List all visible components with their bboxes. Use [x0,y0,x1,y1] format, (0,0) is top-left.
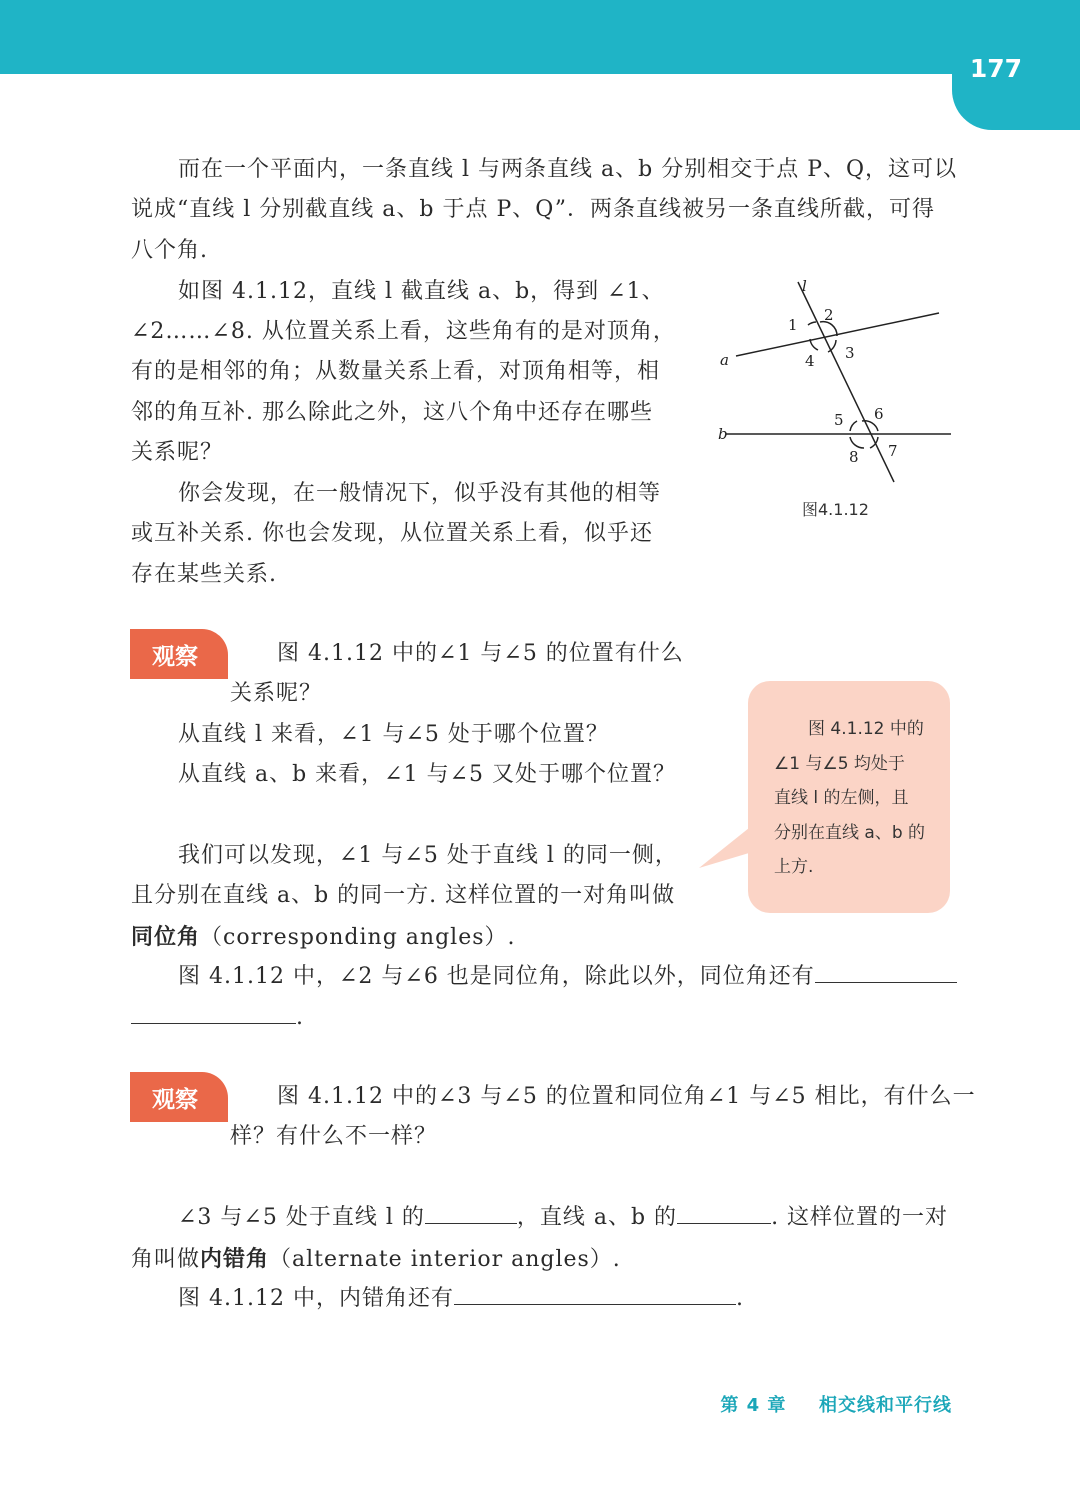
hint-line-4: 分别在直线 a、b 的 [774,822,926,843]
hint-line-5: 上方. [774,857,814,877]
term-corresponding-angles-en: （corresponding angles）. [200,925,516,950]
intro-line-1: 而在一个平面内，一条直线 l 与两条直线 a、b 分别相交于点 P、Q，这可以 [178,157,958,182]
answer-blank-side[interactable] [425,1205,517,1224]
label-a: a [720,351,729,369]
intro-line-2: 说成“直线 l 分别截直线 a、b 于点 P、Q”．两条直线被另一条直线所截，可得 [131,197,935,222]
observe1-question-line-2: 关系呢？ [230,681,323,706]
chapter-footer [720,1391,952,1417]
para2-line-2: ∠2……∠8. 从位置关系上看，这些角有的是对顶角， [131,319,676,344]
observe2-line3-text: 图 4.1.12 中，内错角还有 [178,1286,454,1311]
observe1-question-3: 从直线 a、b 来看，∠1 与∠5 又处于哪个位置？ [178,762,677,787]
line-l [798,282,894,482]
observe2-question-line-2: 样？有什么不一样？ [230,1124,438,1149]
figure-transversal-diagram [712,276,957,486]
conclusion1-fill-line-2 [131,998,304,1039]
label-angle-7: 7 [888,442,898,460]
label-angle-2: 2 [824,306,834,324]
arc-1 [808,322,816,325]
observe2-fill-c: . 这样位置的一对 [771,1205,949,1230]
term-corresponding-angles: 同位角 [131,924,201,950]
observe2-fill-b: ，直线 a、b 的 [516,1205,678,1230]
term-alternate-interior-angles-en: （alternate interior angles）. [269,1247,621,1272]
footer-title: 相交线和平行线 [819,1395,952,1416]
label-l: l [802,277,807,295]
observe2-line3-end: . [735,1286,744,1311]
answer-blank-corresponding-1[interactable] [815,964,957,983]
label-b: b [718,425,728,443]
answer-blank-alternate[interactable] [454,1286,736,1305]
para3-line-3: 存在某些关系. [131,562,277,587]
label-angle-4: 4 [805,352,815,370]
observe2-line-2 [131,1239,621,1281]
figure-caption: 图4.1.12 [802,500,869,519]
para2-line-4: 邻的角互补. 那么除此之外，这八个角中还存在哪些 [131,400,653,425]
observe1-question-line-1: 图 4.1.12 中的∠1 与∠5 的位置有什么 [277,641,684,666]
label-angle-1: 1 [788,316,798,334]
conclusion1-line-3 [131,917,516,959]
hint-line-1: 图 4.1.12 中的 [808,719,924,739]
intro-line-3: 八个角. [131,238,208,263]
answer-blank-between[interactable] [677,1205,771,1224]
observe2-line2-pre: 角叫做 [131,1247,201,1272]
para3-line-1: 你会发现，在一般情况下，似乎没有其他的相等 [178,481,662,506]
header-band [0,0,1080,74]
observe-tag-1: 观察 [130,629,228,679]
para3-line-2: 或互补关系. 你也会发现，从位置关系上看，似乎还 [131,521,653,546]
para2-line-3: 有的是相邻的角；从数量关系上看，对顶角相等，相 [131,359,661,384]
footer-chapter: 第 4 章 [720,1395,787,1416]
conclusion1-line-1: 我们可以发现，∠1 与∠5 处于直线 l 的同一侧， [178,843,678,868]
observe2-line-3 [178,1279,744,1320]
label-angle-6: 6 [874,405,884,423]
hint-line-2: ∠1 与∠5 均处于 [774,753,905,774]
hint-bubble-text [774,712,925,885]
hint-line-3: 直线 l 的左侧，且 [774,788,909,808]
observe2-fill-a: ∠3 与∠5 处于直线 l 的 [178,1205,425,1230]
observe-tag-2: 观察 [130,1072,228,1122]
answer-blank-corresponding-2[interactable] [131,1005,296,1024]
conclusion1-fill-text: 图 4.1.12 中，∠2 与∠6 也是同位角，除此以外，同位角还有 [178,964,815,989]
label-angle-5: 5 [834,411,844,429]
label-angle-8: 8 [849,448,859,466]
para2-line-5: 关系呢？ [131,440,224,465]
conclusion1-fill-end: . [296,1005,304,1030]
observe2-question-line-1: 图 4.1.12 中的∠3 与∠5 的位置和同位角∠1 与∠5 相比，有什么一 [277,1084,976,1109]
term-alternate-interior-angles: 内错角 [200,1246,270,1272]
arc-8 [850,437,864,448]
conclusion1-fill-line [178,957,957,998]
conclusion1-line-2: 且分别在直线 a、b 的同一方. 这样位置的一对角叫做 [131,883,676,908]
page-number: 177 [969,54,1022,83]
observe2-fill-line-1 [178,1198,948,1239]
para2-line-1: 如图 4.1.12，直线 l 截直线 a、b，得到 ∠1、 [178,279,665,304]
arc-5 [850,421,857,431]
observe1-question-2: 从直线 l 来看，∠1 与∠5 处于哪个位置？ [178,722,609,747]
label-angle-3: 3 [845,344,855,362]
